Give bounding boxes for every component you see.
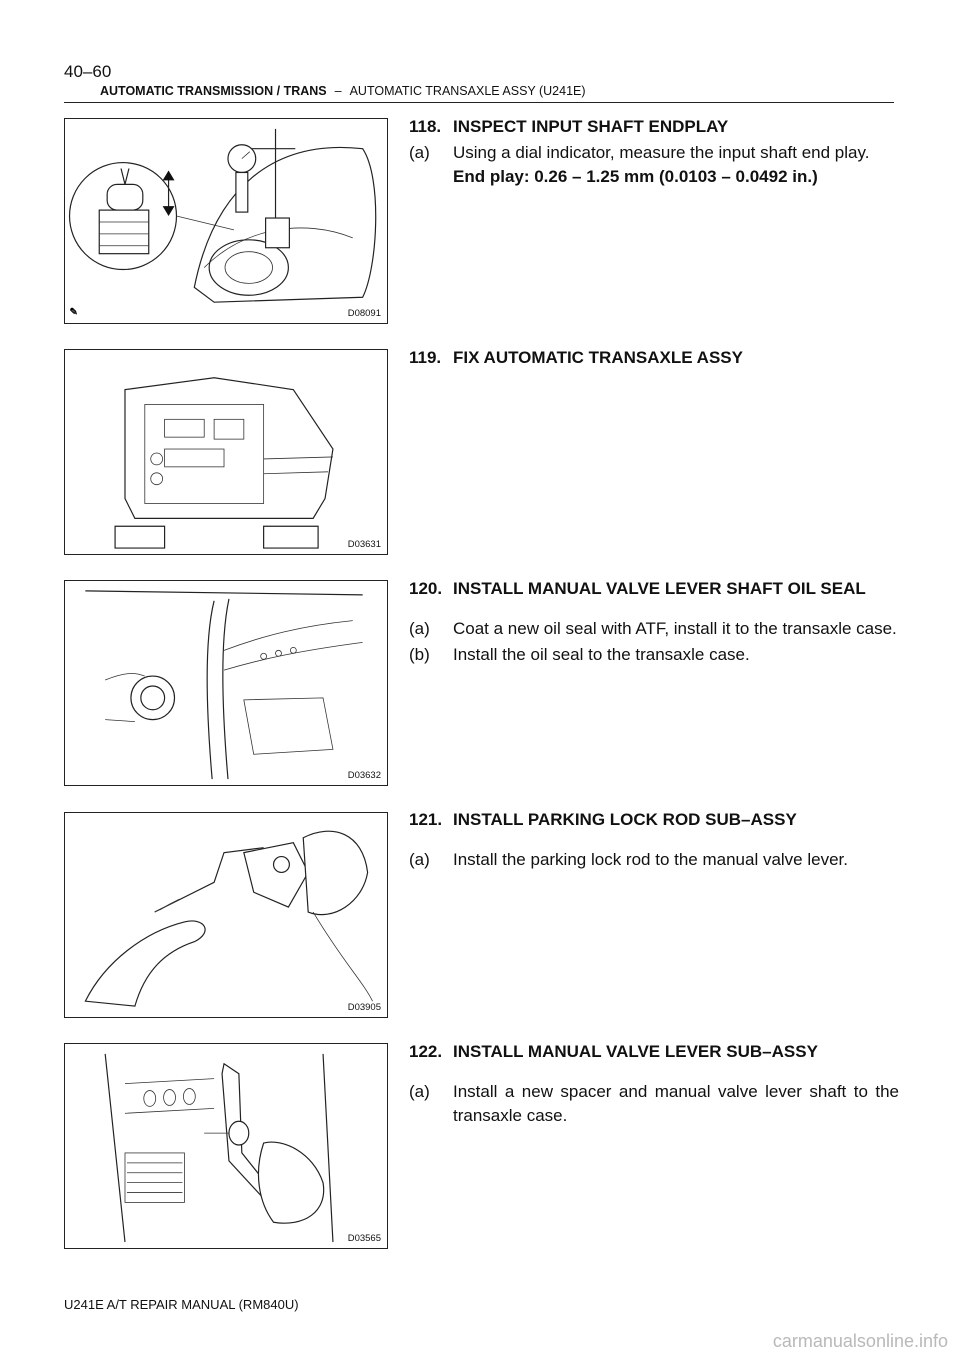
substep-label: (a) (409, 619, 430, 638)
step-118 (409, 115, 899, 189)
figure-parking-lock-rod (64, 812, 388, 1018)
figure-oil-seal (64, 580, 388, 786)
figure-code: D03905 (347, 1002, 381, 1013)
figure-code: D08091 (347, 308, 381, 319)
substep-label: (a) (409, 1082, 430, 1101)
step-title (409, 346, 899, 370)
svg-text:✎: ✎ (69, 307, 78, 319)
parking-lock-rod-illustration (65, 813, 387, 1017)
substep (409, 141, 899, 165)
figure-code: D03631 (347, 539, 381, 550)
figure-code: D03565 (347, 1233, 381, 1244)
step-title-text: INSPECT INPUT SHAFT ENDPLAY (453, 117, 729, 136)
figure-code: D03632 (347, 770, 381, 781)
step-title (409, 808, 899, 832)
substep (409, 848, 899, 872)
substep (409, 617, 899, 641)
substep (409, 643, 899, 667)
section-title: AUTOMATIC TRANSMISSION / TRANS (100, 84, 327, 98)
figure-dial-indicator (64, 118, 388, 324)
step-title (409, 577, 899, 601)
spec-value: End play: 0.26 – 1.25 mm (0.0103 – 0.0492 in.) (453, 167, 818, 186)
transaxle-illustration (65, 350, 387, 554)
page-number: 40–60 (64, 62, 112, 81)
step-122 (409, 1040, 899, 1128)
footer-manual-id: U241E A/T REPAIR MANUAL (RM840U) (64, 1297, 299, 1312)
manual-valve-lever-illustration (65, 1044, 387, 1248)
step-119 (409, 346, 899, 370)
oil-seal-illustration (65, 581, 387, 785)
figure-manual-valve-lever (64, 1043, 388, 1249)
step-title-text: INSTALL PARKING LOCK ROD SUB–ASSY (453, 810, 797, 829)
step-title-text: FIX AUTOMATIC TRANSAXLE ASSY (453, 348, 743, 367)
step-title (409, 115, 899, 139)
step-121 (409, 808, 899, 872)
substep (409, 1080, 899, 1128)
watermark: carmanualsonline.info (772, 1331, 948, 1351)
substep-label: (b) (409, 645, 430, 664)
step-number: 119. (409, 348, 442, 367)
section-header (64, 84, 894, 103)
figure-transaxle-fixed (64, 349, 388, 555)
substep-text: Install the oil seal to the transaxle case. (453, 645, 750, 664)
step-title-text: INSTALL MANUAL VALVE LEVER SUB–ASSY (453, 1042, 818, 1061)
step-number: 121. (409, 810, 443, 829)
step-number: 118. (409, 117, 442, 136)
step-title-text: INSTALL MANUAL VALVE LEVER SHAFT OIL SEAL (453, 579, 866, 598)
substep-text: Install the parking lock rod to the manual valve lever. (453, 850, 848, 869)
step-number: 120. (409, 579, 443, 598)
substep-text: Install a new spacer and manual valve lever shaft to the transaxle case. (453, 1082, 899, 1125)
substep-text: Coat a new oil seal with ATF, install it to the transaxle case. (453, 619, 897, 638)
step-120 (409, 577, 899, 667)
substep-label: (a) (409, 850, 430, 869)
substep-label: (a) (409, 143, 430, 162)
step-title (409, 1040, 899, 1064)
section-subtitle: AUTOMATIC TRANSAXLE ASSY (U241E) (349, 84, 586, 98)
substep-text: Using a dial indicator, measure the input shaft end play. (453, 143, 870, 162)
step-number: 122. (409, 1042, 443, 1061)
section-separator: – (334, 84, 342, 98)
dial-indicator-illustration (65, 119, 387, 323)
